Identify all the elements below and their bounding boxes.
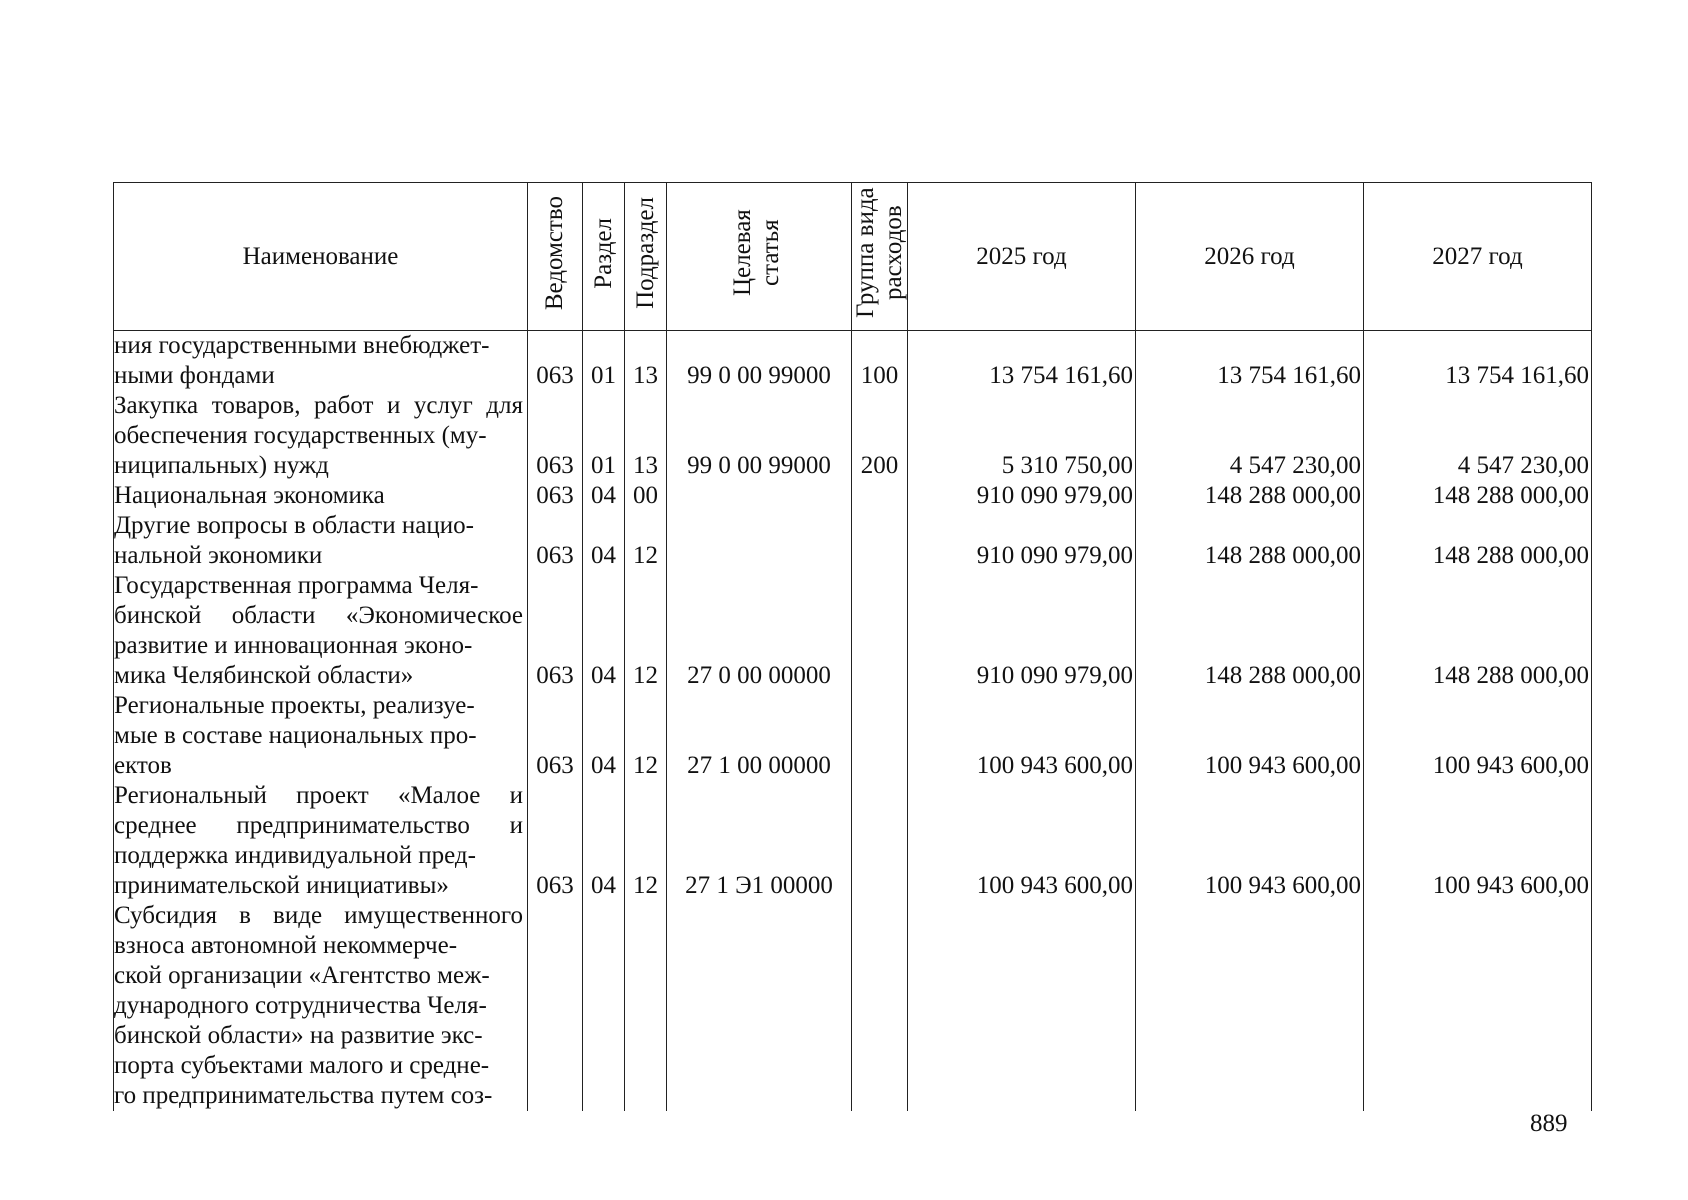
row-2025: 910 090 979,00 <box>908 571 1136 691</box>
table-row <box>114 781 1592 901</box>
row-name: Субсидия в виде имущественного взноса автономной некоммерче- ской организации «Агентство меж- дународного сотрудничества Челя- бинской области» на развитие экс- порта субъектами малого и средне- го предпринимательства путем соз- <box>114 901 528 1111</box>
row-subsection <box>625 901 667 1111</box>
row-2027: 4 547 230,00 <box>1364 391 1592 481</box>
table-row <box>114 511 1592 571</box>
row-2025: 100 943 600,00 <box>908 781 1136 901</box>
table-row <box>114 481 1592 511</box>
row-2027: 148 288 000,00 <box>1364 481 1592 511</box>
table-row <box>114 391 1592 481</box>
row-target: 27 1 Э1 00000 <box>667 781 852 901</box>
row-2025: 910 090 979,00 <box>908 511 1136 571</box>
row-name: Национальная экономика <box>114 481 528 511</box>
row-dept: 063 <box>528 781 583 901</box>
row-2027: 13 754 161,60 <box>1364 331 1592 392</box>
row-section <box>583 901 625 1111</box>
row-exp-group <box>852 901 908 1111</box>
row-subsection: 13 <box>625 391 667 481</box>
row-2025 <box>908 901 1136 1111</box>
row-target <box>667 901 852 1111</box>
row-subsection: 12 <box>625 691 667 781</box>
row-2027: 148 288 000,00 <box>1364 571 1592 691</box>
row-2027: 100 943 600,00 <box>1364 781 1592 901</box>
header-name: Наименование <box>114 183 528 331</box>
row-target: 99 0 00 99000 <box>667 391 852 481</box>
row-2026: 148 288 000,00 <box>1136 511 1364 571</box>
row-subsection: 12 <box>625 511 667 571</box>
row-section: 04 <box>583 511 625 571</box>
row-name: Закупка товаров, работ и услуг для обеспечения государственных (му- ниципальных) нужд <box>114 391 528 481</box>
row-section: 01 <box>583 391 625 481</box>
row-name: Государственная программа Челя- бинской области «Экономическое развитие и инновационная эконо- мика Челябинской области» <box>114 571 528 691</box>
row-2026: 148 288 000,00 <box>1136 571 1364 691</box>
row-subsection: 12 <box>625 781 667 901</box>
header-dept: Ведомство <box>528 183 583 331</box>
row-exp-group <box>852 511 908 571</box>
row-section: 01 <box>583 331 625 392</box>
budget-table <box>113 182 1592 1111</box>
row-name: ния государственными внебюджет- ными фондами <box>114 331 528 392</box>
row-2026: 100 943 600,00 <box>1136 691 1364 781</box>
row-section: 04 <box>583 571 625 691</box>
row-exp-group <box>852 781 908 901</box>
row-target: 99 0 00 99000 <box>667 331 852 392</box>
row-2027 <box>1364 901 1592 1111</box>
row-exp-group <box>852 691 908 781</box>
row-2027: 148 288 000,00 <box>1364 511 1592 571</box>
row-dept <box>528 901 583 1111</box>
table-row <box>114 901 1592 1111</box>
row-2027: 100 943 600,00 <box>1364 691 1592 781</box>
row-2026: 4 547 230,00 <box>1136 391 1364 481</box>
row-name: Другие вопросы в области нацио- нальной экономики <box>114 511 528 571</box>
header-2025: 2025 год <box>908 183 1136 331</box>
row-target <box>667 481 852 511</box>
header-2026: 2026 год <box>1136 183 1364 331</box>
table-row <box>114 571 1592 691</box>
row-subsection: 00 <box>625 481 667 511</box>
header-exp-group: Группа вида расходов <box>852 183 908 331</box>
header-subsection: Подраздел <box>625 183 667 331</box>
row-subsection: 13 <box>625 331 667 392</box>
row-exp-group: 100 <box>852 331 908 392</box>
row-2026: 100 943 600,00 <box>1136 781 1364 901</box>
header-section: Раздел <box>583 183 625 331</box>
row-section: 04 <box>583 781 625 901</box>
row-dept: 063 <box>528 511 583 571</box>
row-name: Региональный проект «Малое и среднее предпринимательство и поддержка индивидуальной пред- принимательской инициативы» <box>114 781 528 901</box>
row-exp-group: 200 <box>852 391 908 481</box>
row-dept: 063 <box>528 481 583 511</box>
row-dept: 063 <box>528 691 583 781</box>
row-2025: 5 310 750,00 <box>908 391 1136 481</box>
row-2026: 13 754 161,60 <box>1136 331 1364 392</box>
row-2026 <box>1136 901 1364 1111</box>
table-row <box>114 691 1592 781</box>
table-row <box>114 331 1592 392</box>
row-exp-group <box>852 571 908 691</box>
row-dept: 063 <box>528 391 583 481</box>
row-dept: 063 <box>528 571 583 691</box>
page-number: 889 <box>1530 1110 1568 1137</box>
header-target: Целевая статья <box>667 183 852 331</box>
row-2026: 148 288 000,00 <box>1136 481 1364 511</box>
row-name: Региональные проекты, реализуе- мые в составе национальных про- ектов <box>114 691 528 781</box>
row-2025: 13 754 161,60 <box>908 331 1136 392</box>
row-exp-group <box>852 481 908 511</box>
row-target <box>667 511 852 571</box>
row-dept: 063 <box>528 331 583 392</box>
row-2025: 100 943 600,00 <box>908 691 1136 781</box>
row-subsection: 12 <box>625 571 667 691</box>
row-section: 04 <box>583 691 625 781</box>
row-target: 27 1 00 00000 <box>667 691 852 781</box>
row-2025: 910 090 979,00 <box>908 481 1136 511</box>
header-row <box>114 183 1592 331</box>
header-2027: 2027 год <box>1364 183 1592 331</box>
row-target: 27 0 00 00000 <box>667 571 852 691</box>
row-section: 04 <box>583 481 625 511</box>
